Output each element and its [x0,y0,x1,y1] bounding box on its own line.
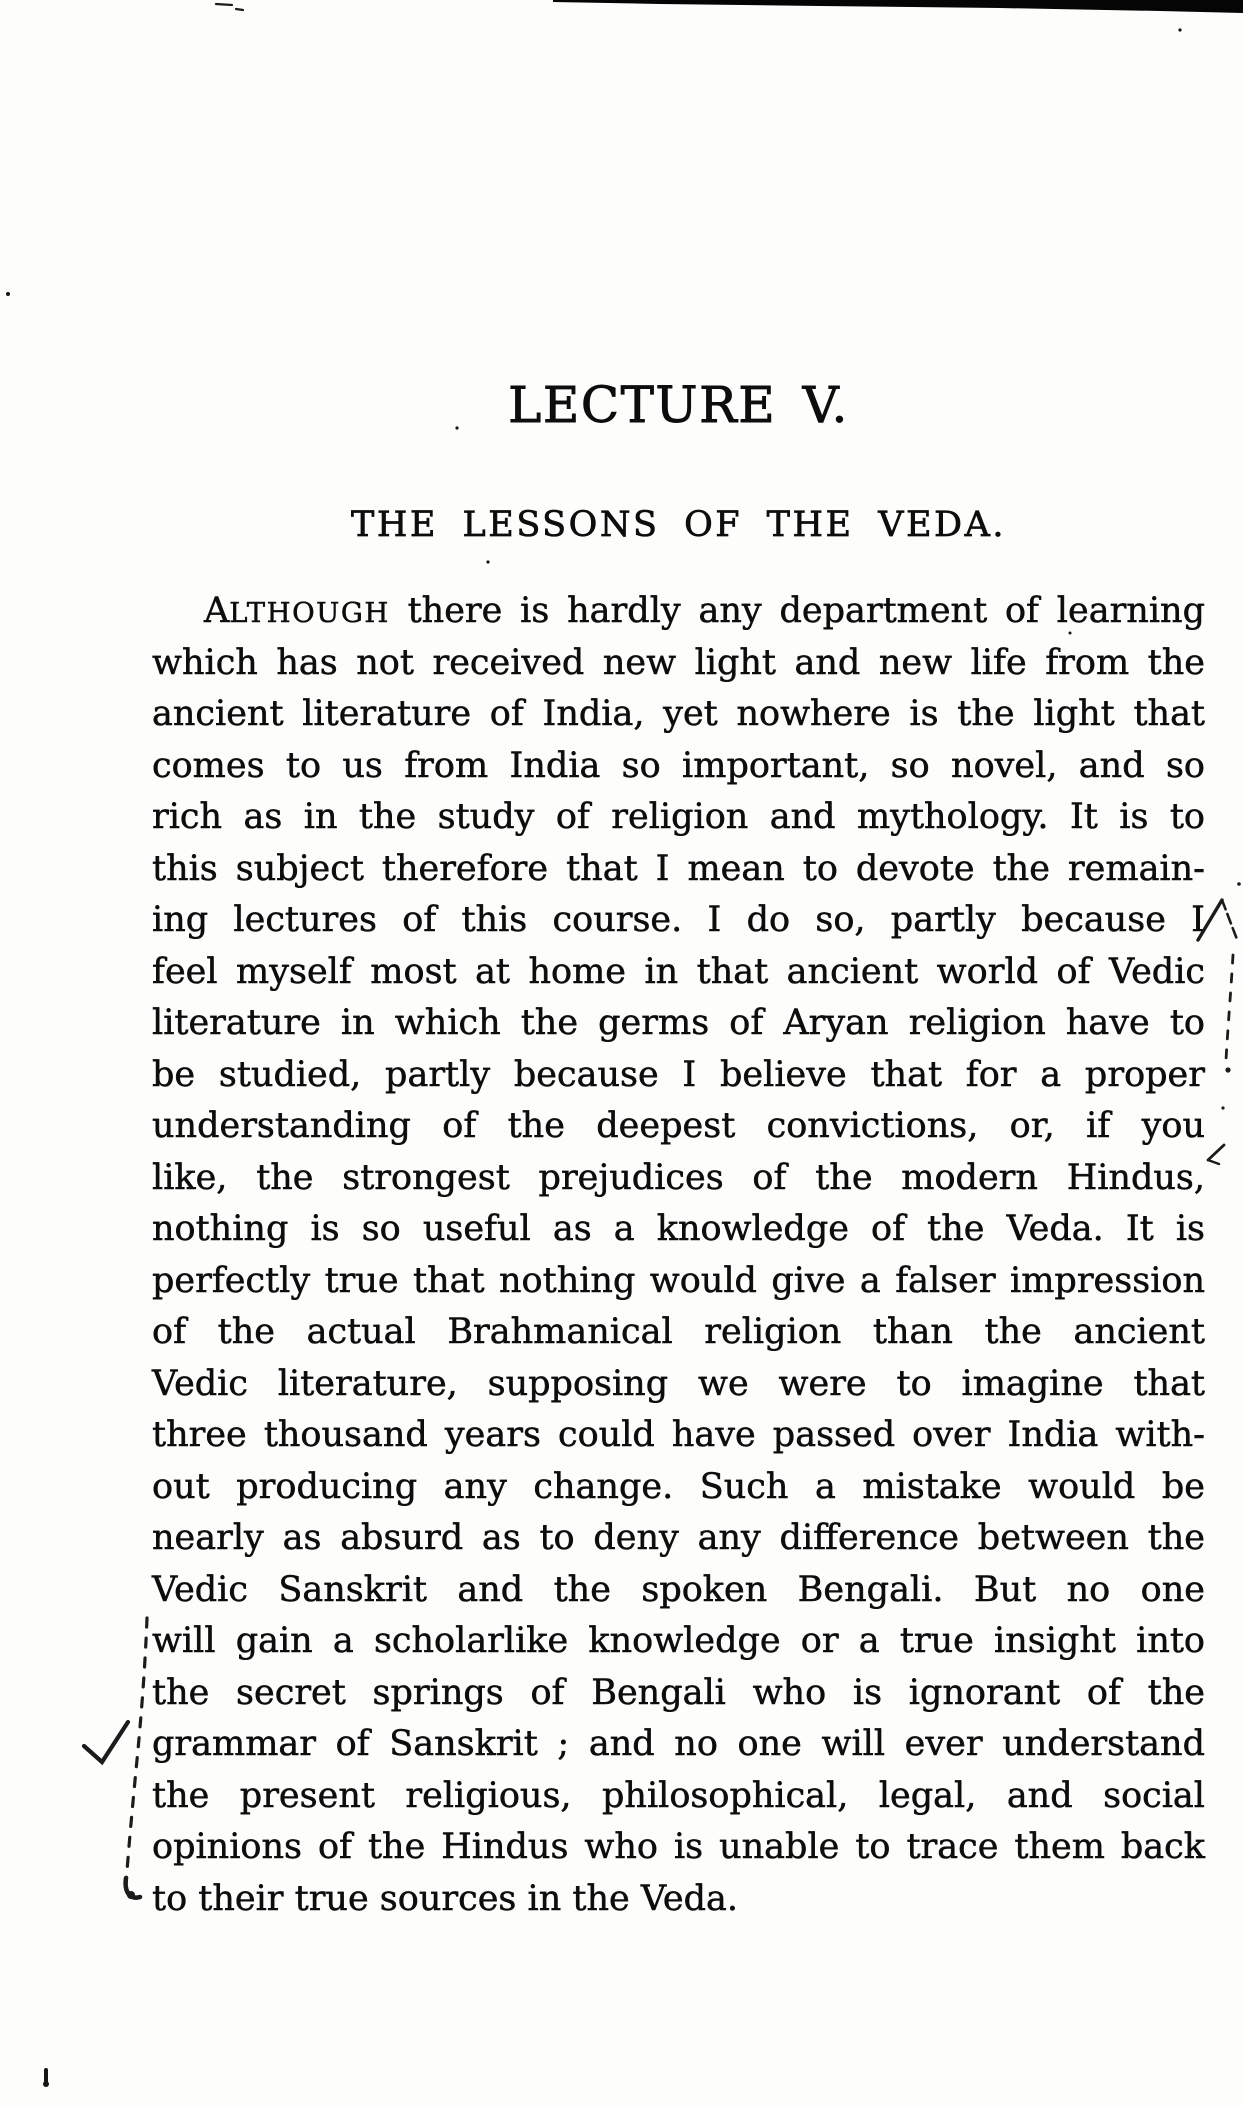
smallcaps-initial: A [204,591,230,631]
pencil-dashed-line-left-margin [126,1618,147,1899]
text-line: three thousand years could have passed over India with- [152,1415,1205,1455]
pencil-checkmark-left-margin [84,1722,128,1762]
text-line: feel myself most at home in that ancient world of Vedic [152,951,1205,992]
text-line: out producing any change. Such a mistake would be [152,1466,1205,1507]
text-line: to their true sources in the Veda. [152,1878,738,1919]
pencil-dashed-line-right-margin [1221,955,1233,1110]
text-line: like, the strongest prejudices of the modern Hindus, [152,1157,1205,1198]
text-line: perfectly true that nothing would give a falser impression [152,1260,1205,1301]
text-line: Vedic Sanskrit and the spoken Bengali. But no one [152,1569,1205,1610]
lecture-subtitle: THE LESSONS OF THE VEDA. [350,505,1007,545]
text-line: the present religious, philosophical, legal, and social [152,1775,1205,1816]
text-line: ancient literature of India, yet nowhere is the light that [152,694,1205,734]
text-line: nothing is so useful as a knowledge of the Veda. It is [152,1209,1205,1249]
scan-speck-top-left [216,4,243,10]
text-line [152,586,1205,638]
text-line: Vedic literature, supposing we were to imagine that [152,1363,1205,1404]
pencil-tick-mark-right-margin [1208,1145,1224,1164]
text-line: nearly as absurd as to deny any difference between the [152,1518,1205,1558]
text-line: of the actual Brahmanical religion than the ancient [152,1312,1205,1352]
text-line: will gain a scholarlike knowledge or a true insight into [152,1621,1205,1661]
scan-edge-artifact-top [553,0,1243,32]
text-line: the secret springs of Bengali who is ignorant of the [152,1672,1205,1713]
text-line: be studied, partly because I believe that for a proper [152,1054,1205,1095]
text-line: literature in which the germs of Aryan religion have to [152,1003,1205,1043]
text-line: which has not received new light and new life from the [152,642,1205,683]
text-line-rest: there is hardly any department of learning [407,591,1205,631]
text-line: comes to us from India so important, so novel, and so [152,745,1205,786]
text-line: opinions of the Hindus who is unable to trace them back [152,1827,1205,1867]
text-line: this subject therefore that I mean to devote the remain- [152,848,1205,889]
text-line: grammar of Sanskrit ; and no one will ever understand [152,1724,1205,1764]
text-line: rich as in the study of religion and mythology. It is to [152,797,1205,837]
smallcaps-word-rest: LTHOUGH [229,597,390,629]
paragraph-body [152,586,1205,1925]
text-line: ing lectures of this course. I do so, partly because I [152,900,1205,940]
text-line: understanding of the deepest convictions, or, if you [152,1106,1205,1146]
lecture-title: LECTURE V. [508,376,849,434]
